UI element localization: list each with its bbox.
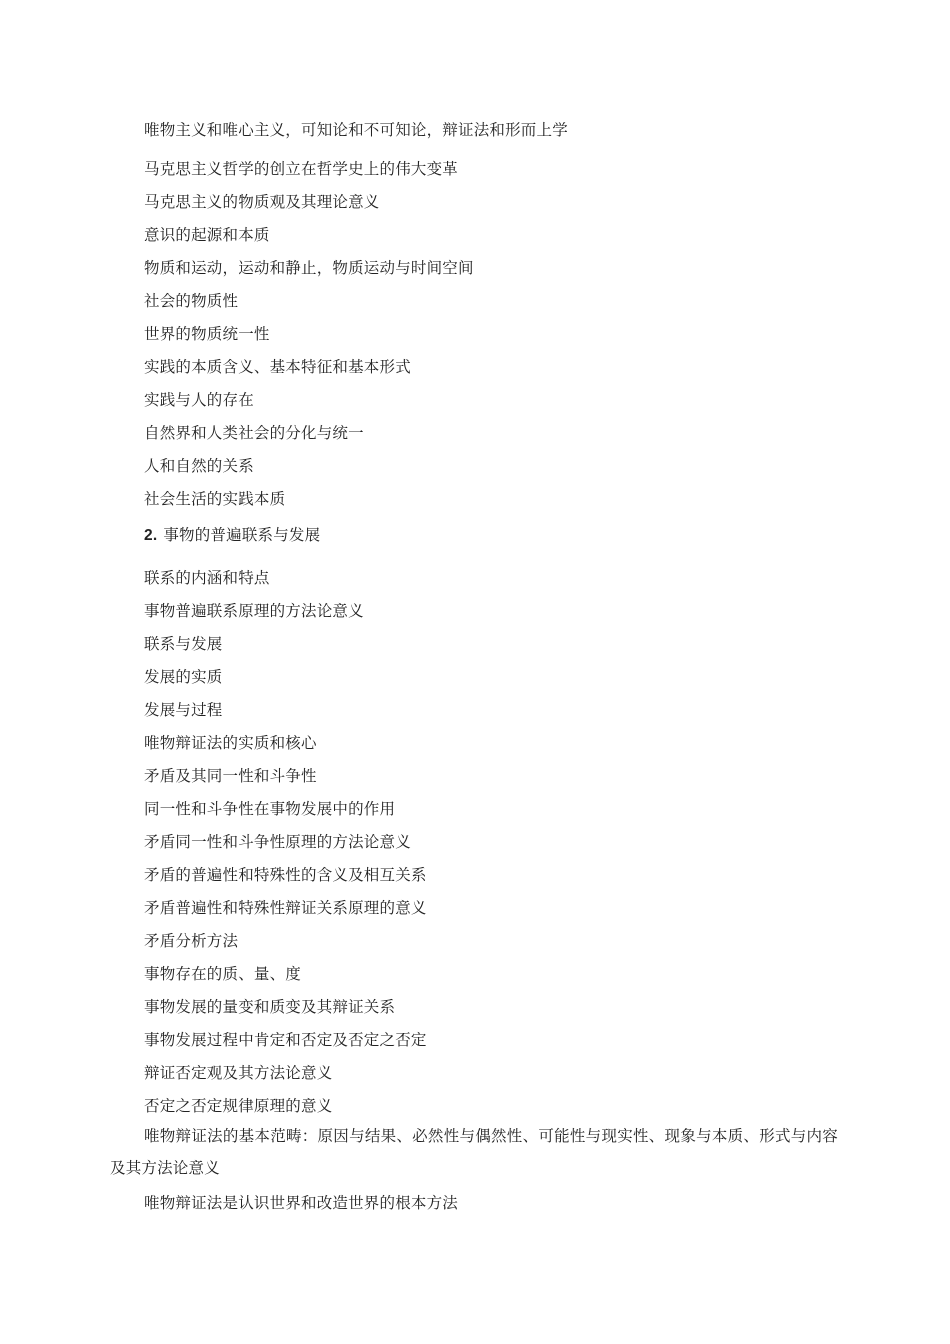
list-item: 事物发展过程中肯定和否定及否定之否定: [144, 1031, 427, 1049]
section-title: 事物的普遍联系与发展: [163, 526, 321, 544]
list-item: 否定之否定规律原理的意义: [144, 1097, 333, 1115]
list-item: 唯物辩证法的实质和核心: [144, 734, 317, 752]
list-item: 联系与发展: [144, 635, 223, 653]
list-item: 马克思主义哲学的创立在哲学史上的伟大变革: [144, 160, 459, 178]
list-item: 矛盾及其同一性和斗争性: [144, 767, 317, 785]
list-item: 世界的物质统一性: [144, 325, 270, 343]
list-item: 事物发展的量变和质变及其辩证关系: [144, 998, 396, 1016]
list-item: 矛盾普遍性和特殊性辩证关系原理的意义: [144, 899, 427, 917]
list-item: 自然界和人类社会的分化与统一: [144, 424, 364, 442]
list-item: 同一性和斗争性在事物发展中的作用: [144, 800, 396, 818]
list-item: 社会的物质性: [144, 292, 239, 310]
section-number: 2.: [144, 527, 158, 544]
list-item: 矛盾分析方法: [144, 932, 239, 950]
list-item: 发展与过程: [144, 701, 223, 719]
list-item: 事物普遍联系原理的方法论意义: [144, 602, 364, 620]
list-item: 实践与人的存在: [144, 391, 254, 409]
list-item: 辩证否定观及其方法论意义: [144, 1064, 333, 1082]
intro-line: 唯物主义和唯心主义，可知论和不可知论，辩证法和形而上学: [144, 121, 568, 139]
list-item: 意识的起源和本质: [144, 226, 270, 244]
wrapped-paragraph: 唯物辩证法的基本范畴：原因与结果、必然性与偶然性、可能性与现实性、现象与本质、形式与内容及其方法论意义: [110, 1127, 838, 1177]
list-item: 实践的本质含义、基本特征和基本形式: [144, 358, 411, 376]
final-line: 唯物辩证法是认识世界和改造世界的根本方法: [144, 1194, 459, 1212]
section-heading: [144, 525, 320, 546]
list-item: 联系的内涵和特点: [144, 569, 270, 587]
list-item: 社会生活的实践本质: [144, 490, 286, 508]
list-item: 矛盾的普遍性和特殊性的含义及相互关系: [144, 866, 427, 884]
list-item: 发展的实质: [144, 668, 223, 686]
list-item: 人和自然的关系: [144, 457, 254, 475]
list-item: 物质和运动，运动和静止，物质运动与时间空间: [144, 259, 474, 277]
list-item: 矛盾同一性和斗争性原理的方法论意义: [144, 833, 411, 851]
list-item: 事物存在的质、量、度: [144, 965, 302, 983]
list-item: 马克思主义的物质观及其理论意义: [144, 193, 380, 211]
